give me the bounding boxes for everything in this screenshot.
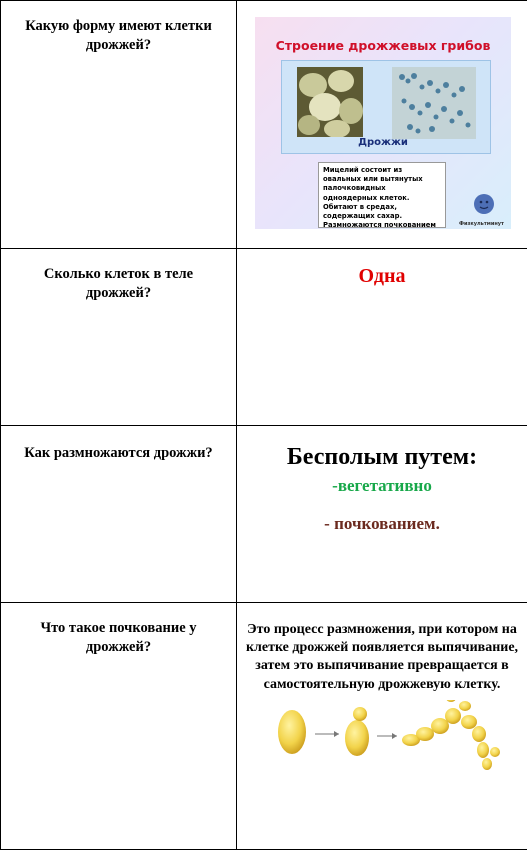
question-cell [1,603,237,850]
answer-item-budding: - почкованием. [237,496,527,534]
budding-illustration [237,700,527,795]
note-line: Мицелий состоит из [323,166,441,175]
note-line: палочковидных [323,184,441,193]
question-text: Какую форму имеют клетки дрожжей? [1,1,236,55]
question-text: Как размножаются дрожжи? [1,426,236,463]
answer-heading: Бесполым путем: [237,426,527,470]
answer-cell [237,249,527,426]
note-line: содержащих сахар. [323,212,441,221]
answer-text: Это процесс размножения, при котором на клетке дрожжей появляется выпячивание, затем это выпячивание превращается в самостоятельную дрожжевую клетку. [237,603,527,694]
answer-cell [237,603,527,850]
note-line: одноядерных клеток. [323,194,441,203]
yeast-microphoto-closeup [297,67,363,137]
question-text: Что такое почкование у дрожжей? [1,603,236,657]
answer-cell [237,426,527,603]
question-cell [1,1,237,249]
answer-item-vegetative: -вегетативно [237,470,527,496]
question-cell [1,249,237,426]
question-text: Сколько клеток в теле дрожжей? [1,249,236,303]
yeast-microphoto-colony [392,67,476,139]
answer-text: Одна [237,249,527,288]
table-row [1,426,527,603]
table-row [1,603,527,850]
yeast-structure-slide [255,17,511,229]
smiley-icon[interactable] [474,194,494,214]
note-line: Размножаются почкованием [323,221,441,230]
note-line: Обитают в средах, [323,203,441,212]
slide-note [318,162,446,228]
table-row [1,249,527,426]
answer-cell [237,1,527,249]
slide-subtitle: Дрожжи [255,137,511,148]
question-cell [1,426,237,603]
table-row [1,1,527,249]
slide-title: Строение дрожжевых грибов [255,38,511,53]
note-line: овальных или вытянутых [323,175,441,184]
corner-label: Физкультминут [459,221,504,227]
